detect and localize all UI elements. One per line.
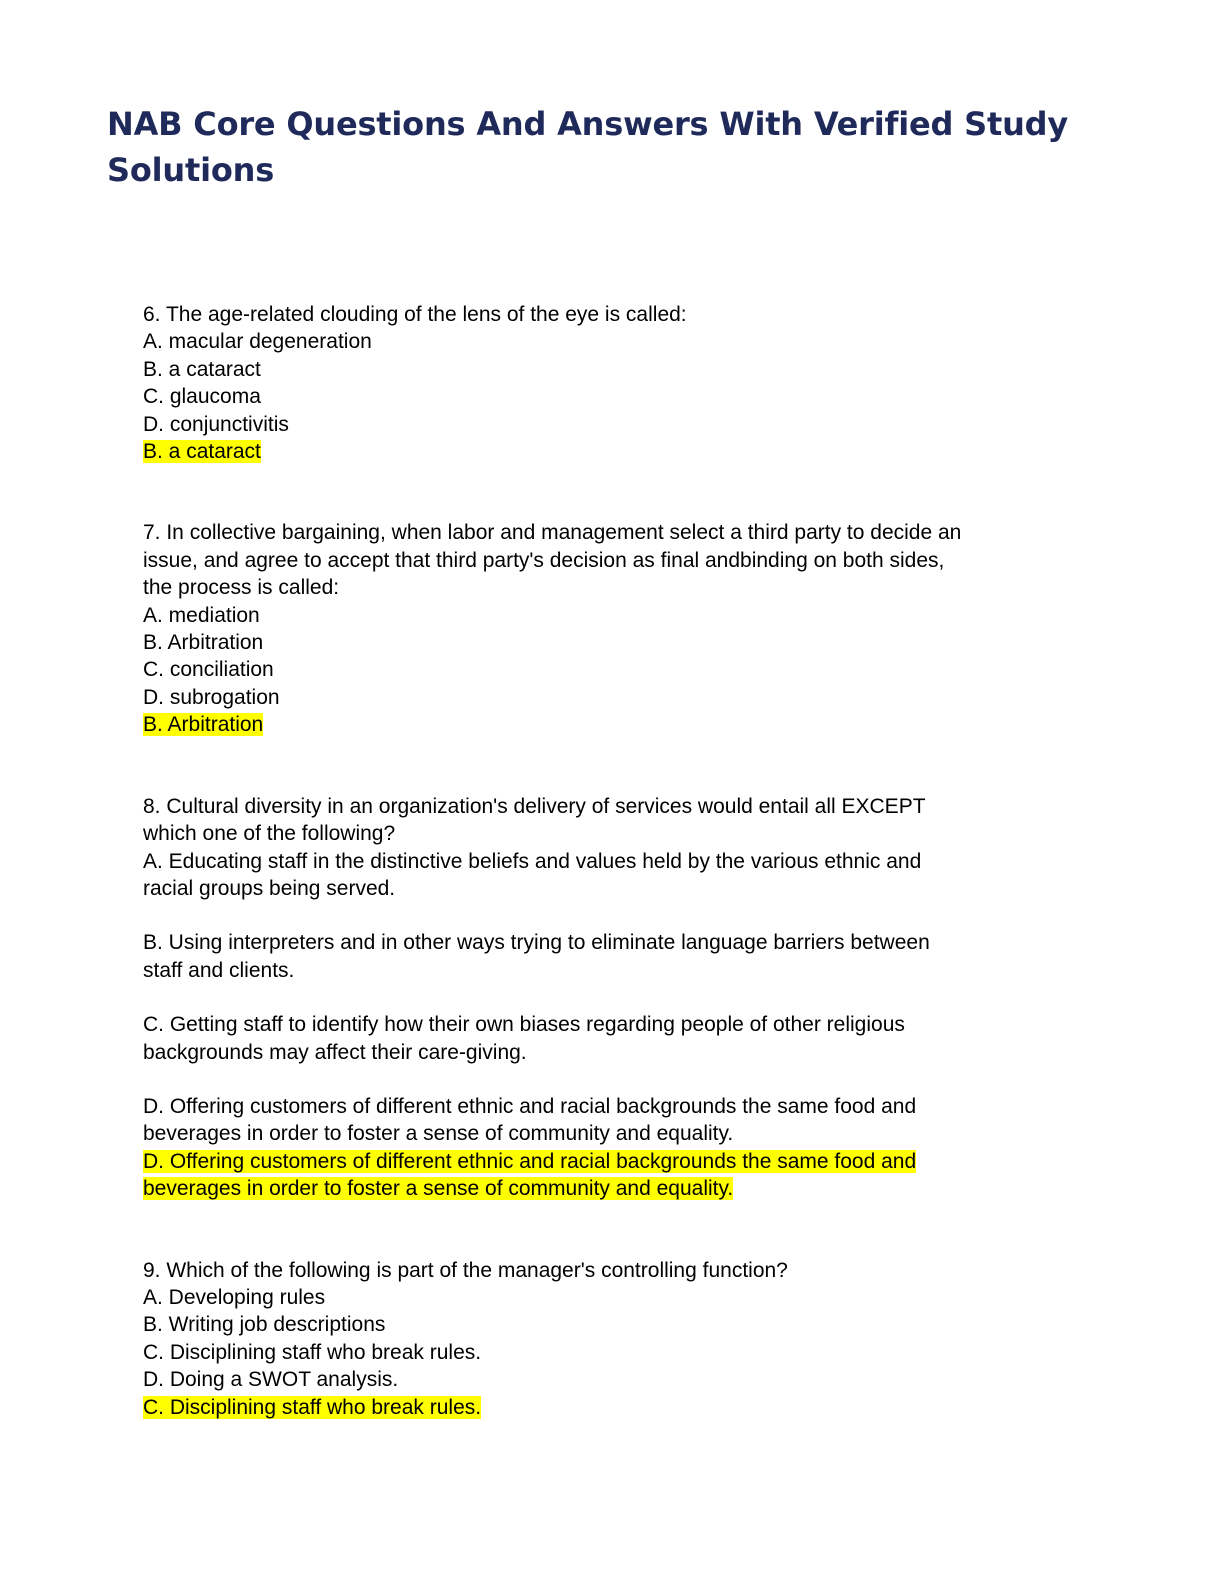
option-c: C. glaucoma — [143, 385, 261, 409]
option-a: racial groups being served. — [143, 876, 396, 900]
answer-line — [143, 438, 1103, 465]
question-text: which one of the following? — [143, 822, 396, 846]
question-9 — [143, 1257, 1103, 1421]
option-c: backgrounds may affect their care-giving. — [143, 1040, 527, 1064]
question-text: the process is called: — [143, 576, 340, 600]
answer-line — [143, 1148, 1103, 1175]
highlighted-answer: D. Offering customers of different ethnic and racial backgrounds the same food and — [143, 1149, 917, 1173]
option-b: B. Arbitration — [143, 631, 264, 655]
question-7 — [143, 519, 1103, 738]
question-text: 9. Which of the following is part of the manager's controlling function? — [143, 1258, 788, 1282]
answer-line — [143, 1175, 1103, 1202]
option-c: C. conciliation — [143, 658, 274, 682]
answer-line — [143, 1394, 1103, 1421]
question-8 — [143, 793, 1103, 1203]
document-title: NAB Core Questions And Answers With Verified Study Solutions — [107, 105, 1069, 189]
option-d: D. Offering customers of different ethnic and racial backgrounds the same food and — [143, 1094, 917, 1118]
option-b: B. Writing job descriptions — [143, 1313, 386, 1337]
option-b: B. a cataract — [143, 357, 261, 381]
option-d: D. subrogation — [143, 685, 280, 709]
option-d: D. conjunctivitis — [143, 412, 289, 436]
document-body — [143, 301, 1103, 1421]
option-d: D. Doing a SWOT analysis. — [143, 1368, 399, 1392]
question-6 — [143, 301, 1103, 465]
highlighted-answer: B. Arbitration — [143, 713, 264, 737]
option-a: A. Educating staff in the distinctive beliefs and values held by the various ethnic and — [143, 849, 922, 873]
option-d: beverages in order to foster a sense of community and equality. — [143, 1122, 734, 1146]
question-text: 8. Cultural diversity in an organization's delivery of services would entail all EXCEPT — [143, 794, 926, 818]
option-a: A. mediation — [143, 603, 260, 627]
question-text: 7. In collective bargaining, when labor and management select a third party to decide an — [143, 521, 962, 545]
option-b: B. Using interpreters and in other ways trying to eliminate language barriers between — [143, 931, 930, 955]
option-a: A. Developing rules — [143, 1285, 326, 1309]
question-text: 6. The age-related clouding of the lens of the eye is called: — [143, 303, 687, 326]
highlighted-answer: beverages in order to foster a sense of community and equality. — [143, 1177, 734, 1201]
question-text: issue, and agree to accept that third party's decision as final andbinding on both sides, — [143, 548, 945, 572]
option-b: staff and clients. — [143, 958, 295, 982]
option-c: C. Getting staff to identify how their own biases regarding people of other religious — [143, 1013, 905, 1037]
highlighted-answer: C. Disciplining staff who break rules. — [143, 1395, 482, 1419]
highlighted-answer: B. a cataract — [143, 440, 261, 464]
option-a: A. macular degeneration — [143, 330, 372, 354]
answer-line — [143, 711, 1103, 738]
option-c: C. Disciplining staff who break rules. — [143, 1340, 482, 1364]
